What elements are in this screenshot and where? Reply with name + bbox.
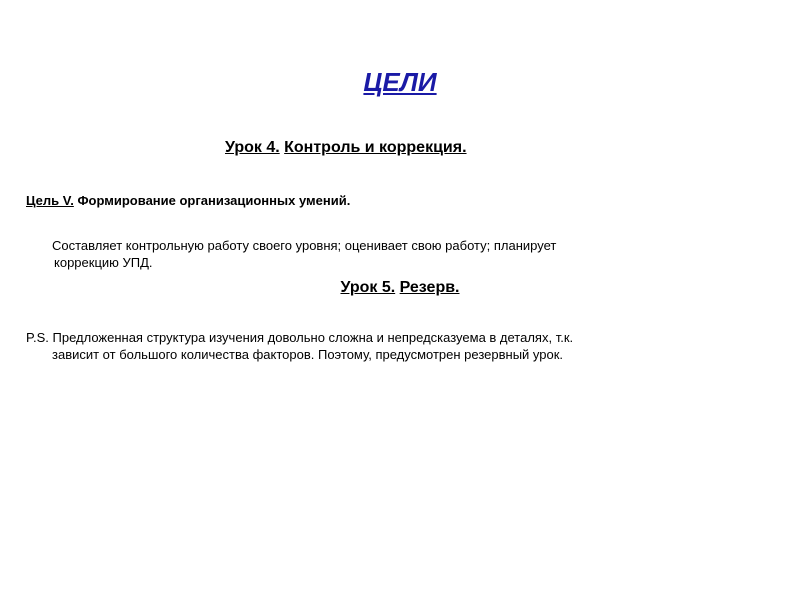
slide-title: ЦЕЛИ xyxy=(363,67,437,97)
goal-description-line-2: коррекцию УПД. xyxy=(54,255,153,270)
postscript-line-2: зависит от большого количества факторов. Поэтому, предусмотрен резервный урок. xyxy=(52,347,564,362)
goal-heading xyxy=(26,192,350,210)
postscript-line-1: P.S. Предложенная структура изучения довольно сложна и непредсказуема в деталях, т.к. xyxy=(26,330,574,345)
lesson-5-title: Резерв. xyxy=(399,279,460,296)
goal-description-line-1: Составляет контрольную работу своего уровня; оценивает свою работу; планирует xyxy=(52,238,557,253)
lesson-4-heading xyxy=(0,138,800,158)
postscript xyxy=(26,329,726,363)
lesson-5-heading xyxy=(0,278,800,298)
goal-label: Цель V. xyxy=(26,193,74,208)
lesson-5-label: Урок 5. xyxy=(340,279,396,296)
lesson-4-title: Контроль и коррекция. xyxy=(284,139,467,156)
goal-description xyxy=(52,237,702,271)
lesson-4-label: Урок 4. xyxy=(225,139,280,156)
goal-title: Формирование организационных умений. xyxy=(73,193,351,208)
